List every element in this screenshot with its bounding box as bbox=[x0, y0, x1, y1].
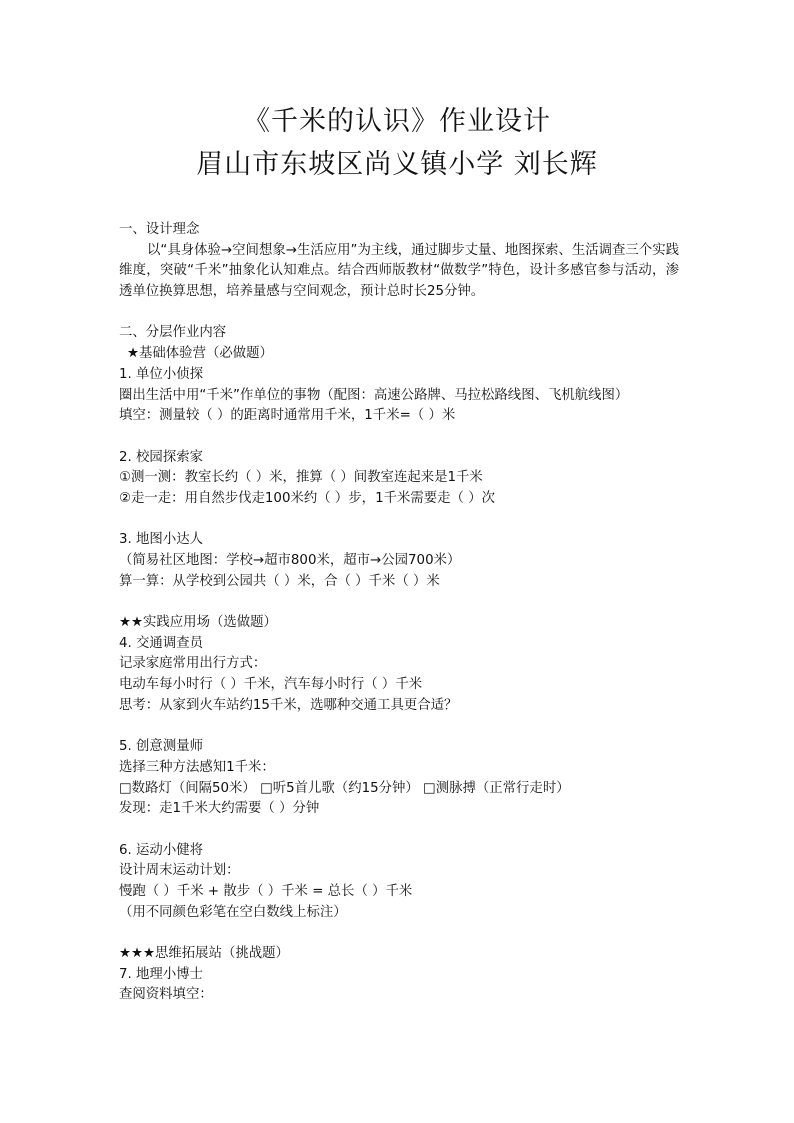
spacer bbox=[119, 820, 679, 841]
spacer bbox=[119, 427, 679, 448]
question-5-line-2: □数路灯（间隔50米） □听5首儿歌（约15分钟） □测脉搏（正常行走时） bbox=[119, 780, 570, 796]
section-heading-design-concept: 一、设计理念 bbox=[119, 222, 200, 237]
question-6-line-2: 慢跑（ ）千米 + 散步（ ）千米 = 总长（ ）千米 bbox=[119, 884, 413, 900]
document-body bbox=[119, 220, 679, 1006]
question-2-line-2: ②走一走：用自然步伐走100米约（ ）步，1千米需要走（ ）次 bbox=[119, 490, 495, 506]
level-heading-practice: ★★实践应用场（选做题） bbox=[119, 615, 277, 631]
question-title-6: 6. 运动小健将 bbox=[119, 842, 203, 858]
question-6-line-3: （用不同颜色彩笔在空白数线上标注） bbox=[119, 904, 347, 920]
question-7-line-1: 查阅资料填空： bbox=[119, 987, 213, 1003]
question-3-line-2: 算一算：从学校到公园共（ ）米，合（ ）千米（ ）米 bbox=[119, 573, 440, 589]
spacer bbox=[119, 923, 679, 944]
question-title-3: 3. 地图小达人 bbox=[119, 532, 203, 548]
question-title-7: 7. 地理小博士 bbox=[119, 966, 203, 982]
spacer bbox=[119, 303, 679, 324]
spacer bbox=[119, 592, 679, 613]
document-title: 《千米的认识》作业设计 bbox=[243, 106, 551, 137]
question-1-line-1: 圈出生活中用“千米”作单位的事物（配图：高速公路牌、马拉松路线图、飞机航线图） bbox=[119, 387, 629, 403]
question-title-5: 5. 创意测量师 bbox=[119, 739, 203, 755]
question-1-line-2: 填空：测量较（ ）的距离时通常用千米，1千米=（ ）米 bbox=[119, 408, 456, 424]
question-4-line-1: 记录家庭常用出行方式： bbox=[119, 656, 267, 672]
question-title-2: 2. 校园探索家 bbox=[119, 449, 203, 465]
question-6-line-1: 设计周末运动计划： bbox=[119, 863, 240, 879]
author-line: 眉山市东坡区尚义镇小学 刘长辉 bbox=[196, 149, 598, 180]
question-title-4: 4. 交通调查员 bbox=[119, 635, 203, 651]
question-4-line-3: 思考：从家到火车站约15千米，选哪种交通工具更合适？ bbox=[119, 697, 458, 713]
question-5-line-3: 发现：走1千米大约需要（ ）分钟 bbox=[119, 801, 320, 817]
design-concept-paragraph: 以“具身体验→空间想象→生活应用”为主线，通过脚步丈量、地图探索、生活调查三个实践维度，突破“千米”抽象化认知难点。结合西师版教材“做数学”特色，设计多感官参与活动，渗透单位换算思想，培养量感与空间观念，预计总时长25分钟。 bbox=[119, 242, 679, 300]
question-3-line-1: （简易社区地图：学校→超市800米，超市→公园700米） bbox=[119, 553, 461, 569]
question-4-line-2: 电动车每小时行（ ）千米，汽车每小时行（ ）千米 bbox=[119, 677, 423, 693]
question-2-line-1: ①测一测：教室长约（ ）米，推算（ ）间教室连起来是1千米 bbox=[119, 470, 483, 486]
question-title-1: 1. 单位小侦探 bbox=[119, 366, 203, 382]
level-heading-challenge: ★★★思维拓展站（挑战题） bbox=[119, 946, 289, 962]
section-heading-layered-homework: 二、分层作业内容 bbox=[119, 325, 227, 341]
spacer bbox=[119, 717, 679, 738]
question-5-line-1: 选择三种方法感知1千米： bbox=[119, 759, 275, 775]
spacer bbox=[119, 510, 679, 531]
level-heading-basic: ★基础体验营（必做题） bbox=[127, 346, 273, 362]
